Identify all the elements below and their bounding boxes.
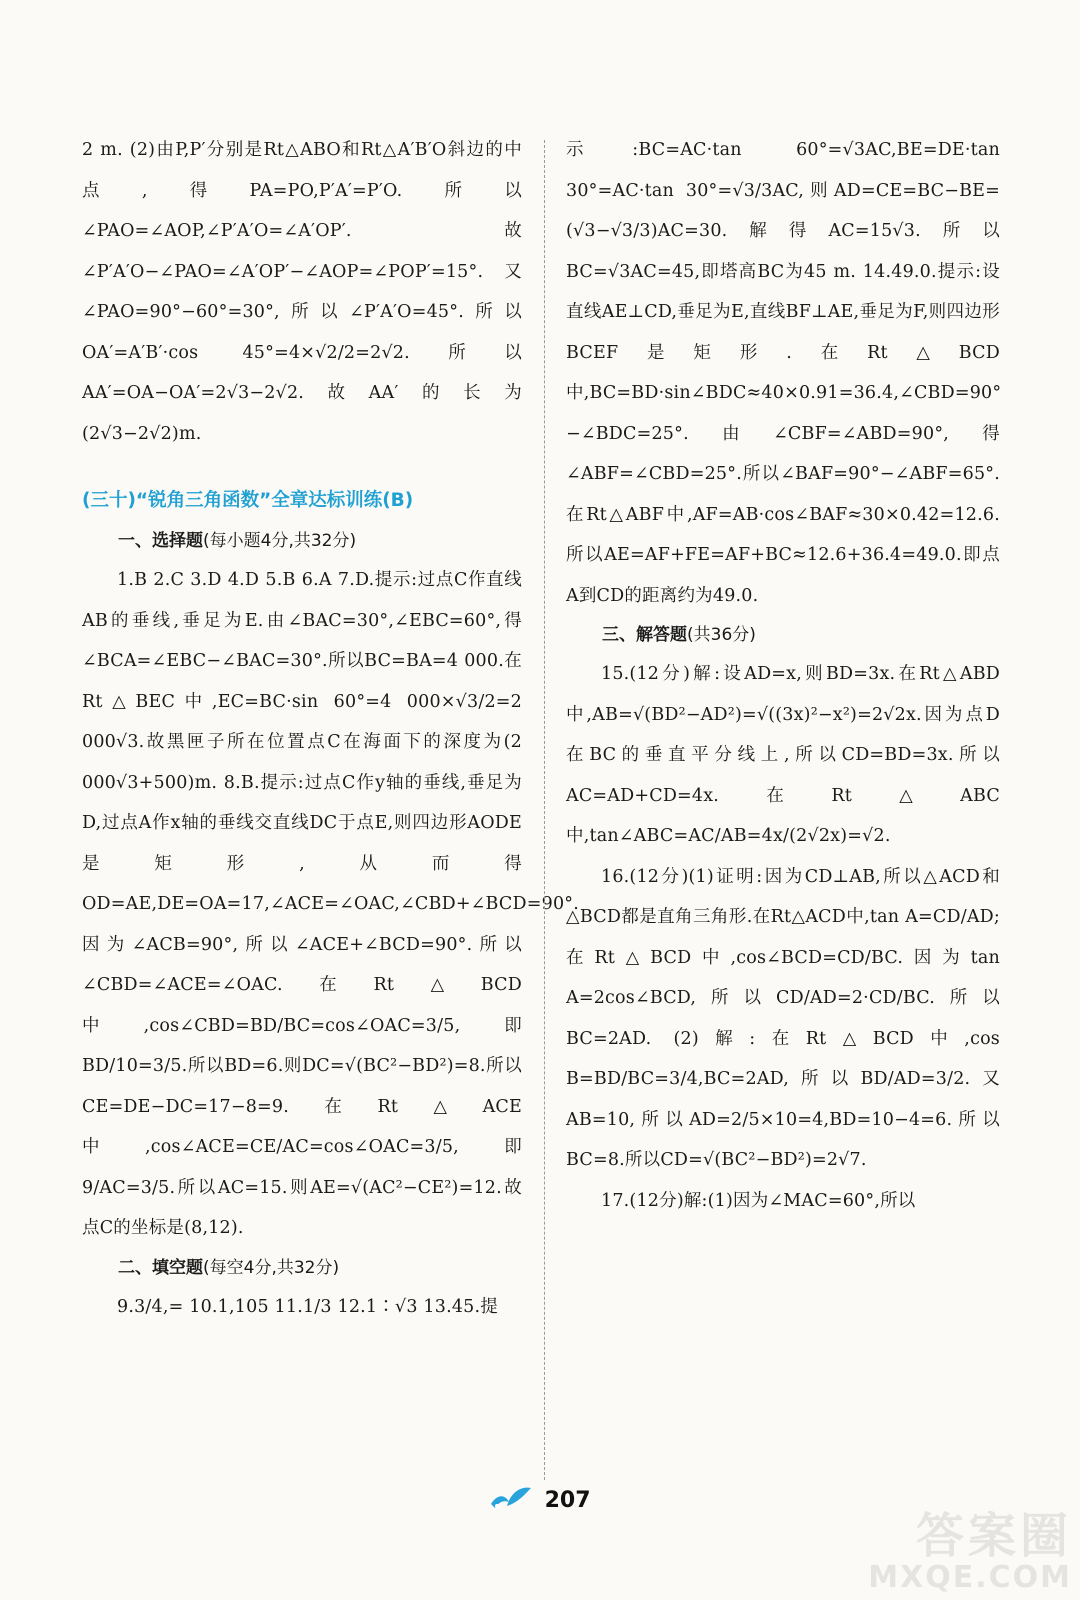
right-paragraph-1: 示:BC=AC·tan 60°=√3AC,BE=DE·tan 30°=AC·tan 30°=√3/3AC,则AD=CE=BC−BE=(√3−√3/3)AC=30.解得AC=15√3.所以BC=√3AC=45,即塔高BC为45 m. 14.49.0.提示:设直线AE⊥CD,垂足为E,直线BF⊥AE,垂足为F,则四边形BCEF是矩形.在Rt△BCD中,BC=BD·sin∠BDC≈40×0.91=36.4,∠CBD=90°−∠BDC=25°.由∠CBF=∠ABD=90°,得∠ABF=∠CBD=25°.所以∠BAF=90°−∠ABF=65°.在Rt△ABF中,AF=AB·cos∠BAF≈30×0.42=12.6.所以AE=AF+FE=AF+BC≈12.6+36.4=49.0.即点A到CD的距离约为49.0. — [566, 140, 1006, 606]
right-column — [566, 130, 1006, 1221]
watermark-logo — [832, 1510, 1072, 1594]
column-divider — [544, 140, 545, 1480]
problem-17: 17.(12分)解:(1)因为∠MAC=60°,所以 — [601, 1190, 916, 1211]
fill-blank-heading — [82, 1249, 522, 1287]
watermark-line-2: MXQE.COM — [868, 1560, 1072, 1595]
problem-15: 15.(12分)解:设AD=x,则BD=3x.在Rt△ABD中,AB=√(BD²−AD²)=√((3x)²−x²)=2√2x.因为点D在BC的垂直平分线上,所以CD=BD=3x.所以AC=AD+CD=4x.在Rt△ABC中,tan∠ABC=AC/AB=4x/(2√2x)=√2. — [566, 664, 1000, 846]
fill-heading-label: 二、填空题 — [118, 1257, 203, 1278]
multiple-choice-heading — [82, 522, 522, 560]
ans-heading-points: (共36分) — [687, 625, 756, 645]
section-title: (三十)“锐角三角函数”全章达标训练(B) — [82, 490, 414, 511]
page-number: 207 — [544, 1487, 591, 1513]
watermark-line-1: 答案圈 — [915, 1508, 1072, 1564]
left-paragraph-1: 2 m. (2)由P,P′分别是Rt△ABO和Rt△A′B′O斜边的中点,得PA=PO,P′A′=P′O.所以∠PAO=∠AOP,∠P′A′O=∠A′OP′.故∠P′A′O−∠PAO=∠A′OP′−∠AOP=∠POP′=15°.又∠PAO=90°−60°=30°,所以∠P′A′O=45°.所以OA′=A′B′·cos 45°=4×√2/2=2√2.所以AA′=OA−OA′=2√3−2√2.故AA′的长为(2√3−2√2)m. — [82, 140, 522, 444]
ans-heading-label: 三、解答题 — [602, 625, 687, 645]
problem-16: 16.(12分)(1)证明:因为CD⊥AB,所以△ACD和△BCD都是直角三角形.在Rt△ACD中,tan A=CD/AD;在Rt△BCD中,cos∠BCD=CD/BC.因为tan A=2cos∠BCD,所以CD/AD=2·CD/BC.所以BC=2AD. (2)解:在Rt△BCD中,cos B=BD/BC=3/4,BC=2AD,所以BD/AD=3/2.又AB=10,所以AD=2/5×10=4,BD=10−4=6.所以BC=8.所以CD=√(BC²−BD²)=2√7. — [566, 866, 1006, 1170]
leaf-ornament-icon — [489, 1484, 533, 1516]
mc-heading-points: (每小题4分,共32分) — [203, 531, 357, 551]
multiple-choice-answers: 1.B 2.C 3.D 4.D 5.B 6.A 7.D.提示:过点C作直线AB的垂线,垂足为E.由∠BAC=30°,∠EBC=60°,得∠BCA=∠EBC−∠BAC=30°.所以BC=BA=4 000.在Rt△BEC中,EC=BC·sin 60°=4 000×√3/2=2 000√3.故黑匣子所在位置点C在海面下的深度为(2 000√3+500)m. 8.B.提示:过点C作y轴的垂线,垂足为D,过点A作x轴的垂线交直线DC于点E,则四边形AODE是矩形,从而得OD=AE,DE=OA=17,∠ACE=∠OAC,∠CBD+∠BCD=90°.因为∠ACB=90°,所以∠ACE+∠BCD=90°.所以∠CBD=∠ACE=∠OAC.在Rt△BCD中,cos∠CBD=BD/BC=cos∠OAC=3/5,即BD/10=3/5.所以BD=6.则DC=√(BC²−BD²)=8.所以CE=DE−DC=17−8=9.在Rt△ACE中,cos∠ACE=CE/AC=cos∠OAC=3/5,即9/AC=3/5.所以AC=15.则AE=√(AC²−CE²)=12.故点C的坐标是(8,12). — [82, 570, 579, 1238]
left-column — [82, 130, 579, 1327]
fill-blank-answers: 9.3/4,= 10.1,105 11.1/3 12.1∶√3 13.45.提 — [117, 1296, 498, 1317]
fill-heading-points: (每空4分,共32分) — [203, 1257, 340, 1278]
mc-heading-label: 一、选择题 — [118, 531, 203, 551]
answer-heading — [566, 616, 1000, 654]
